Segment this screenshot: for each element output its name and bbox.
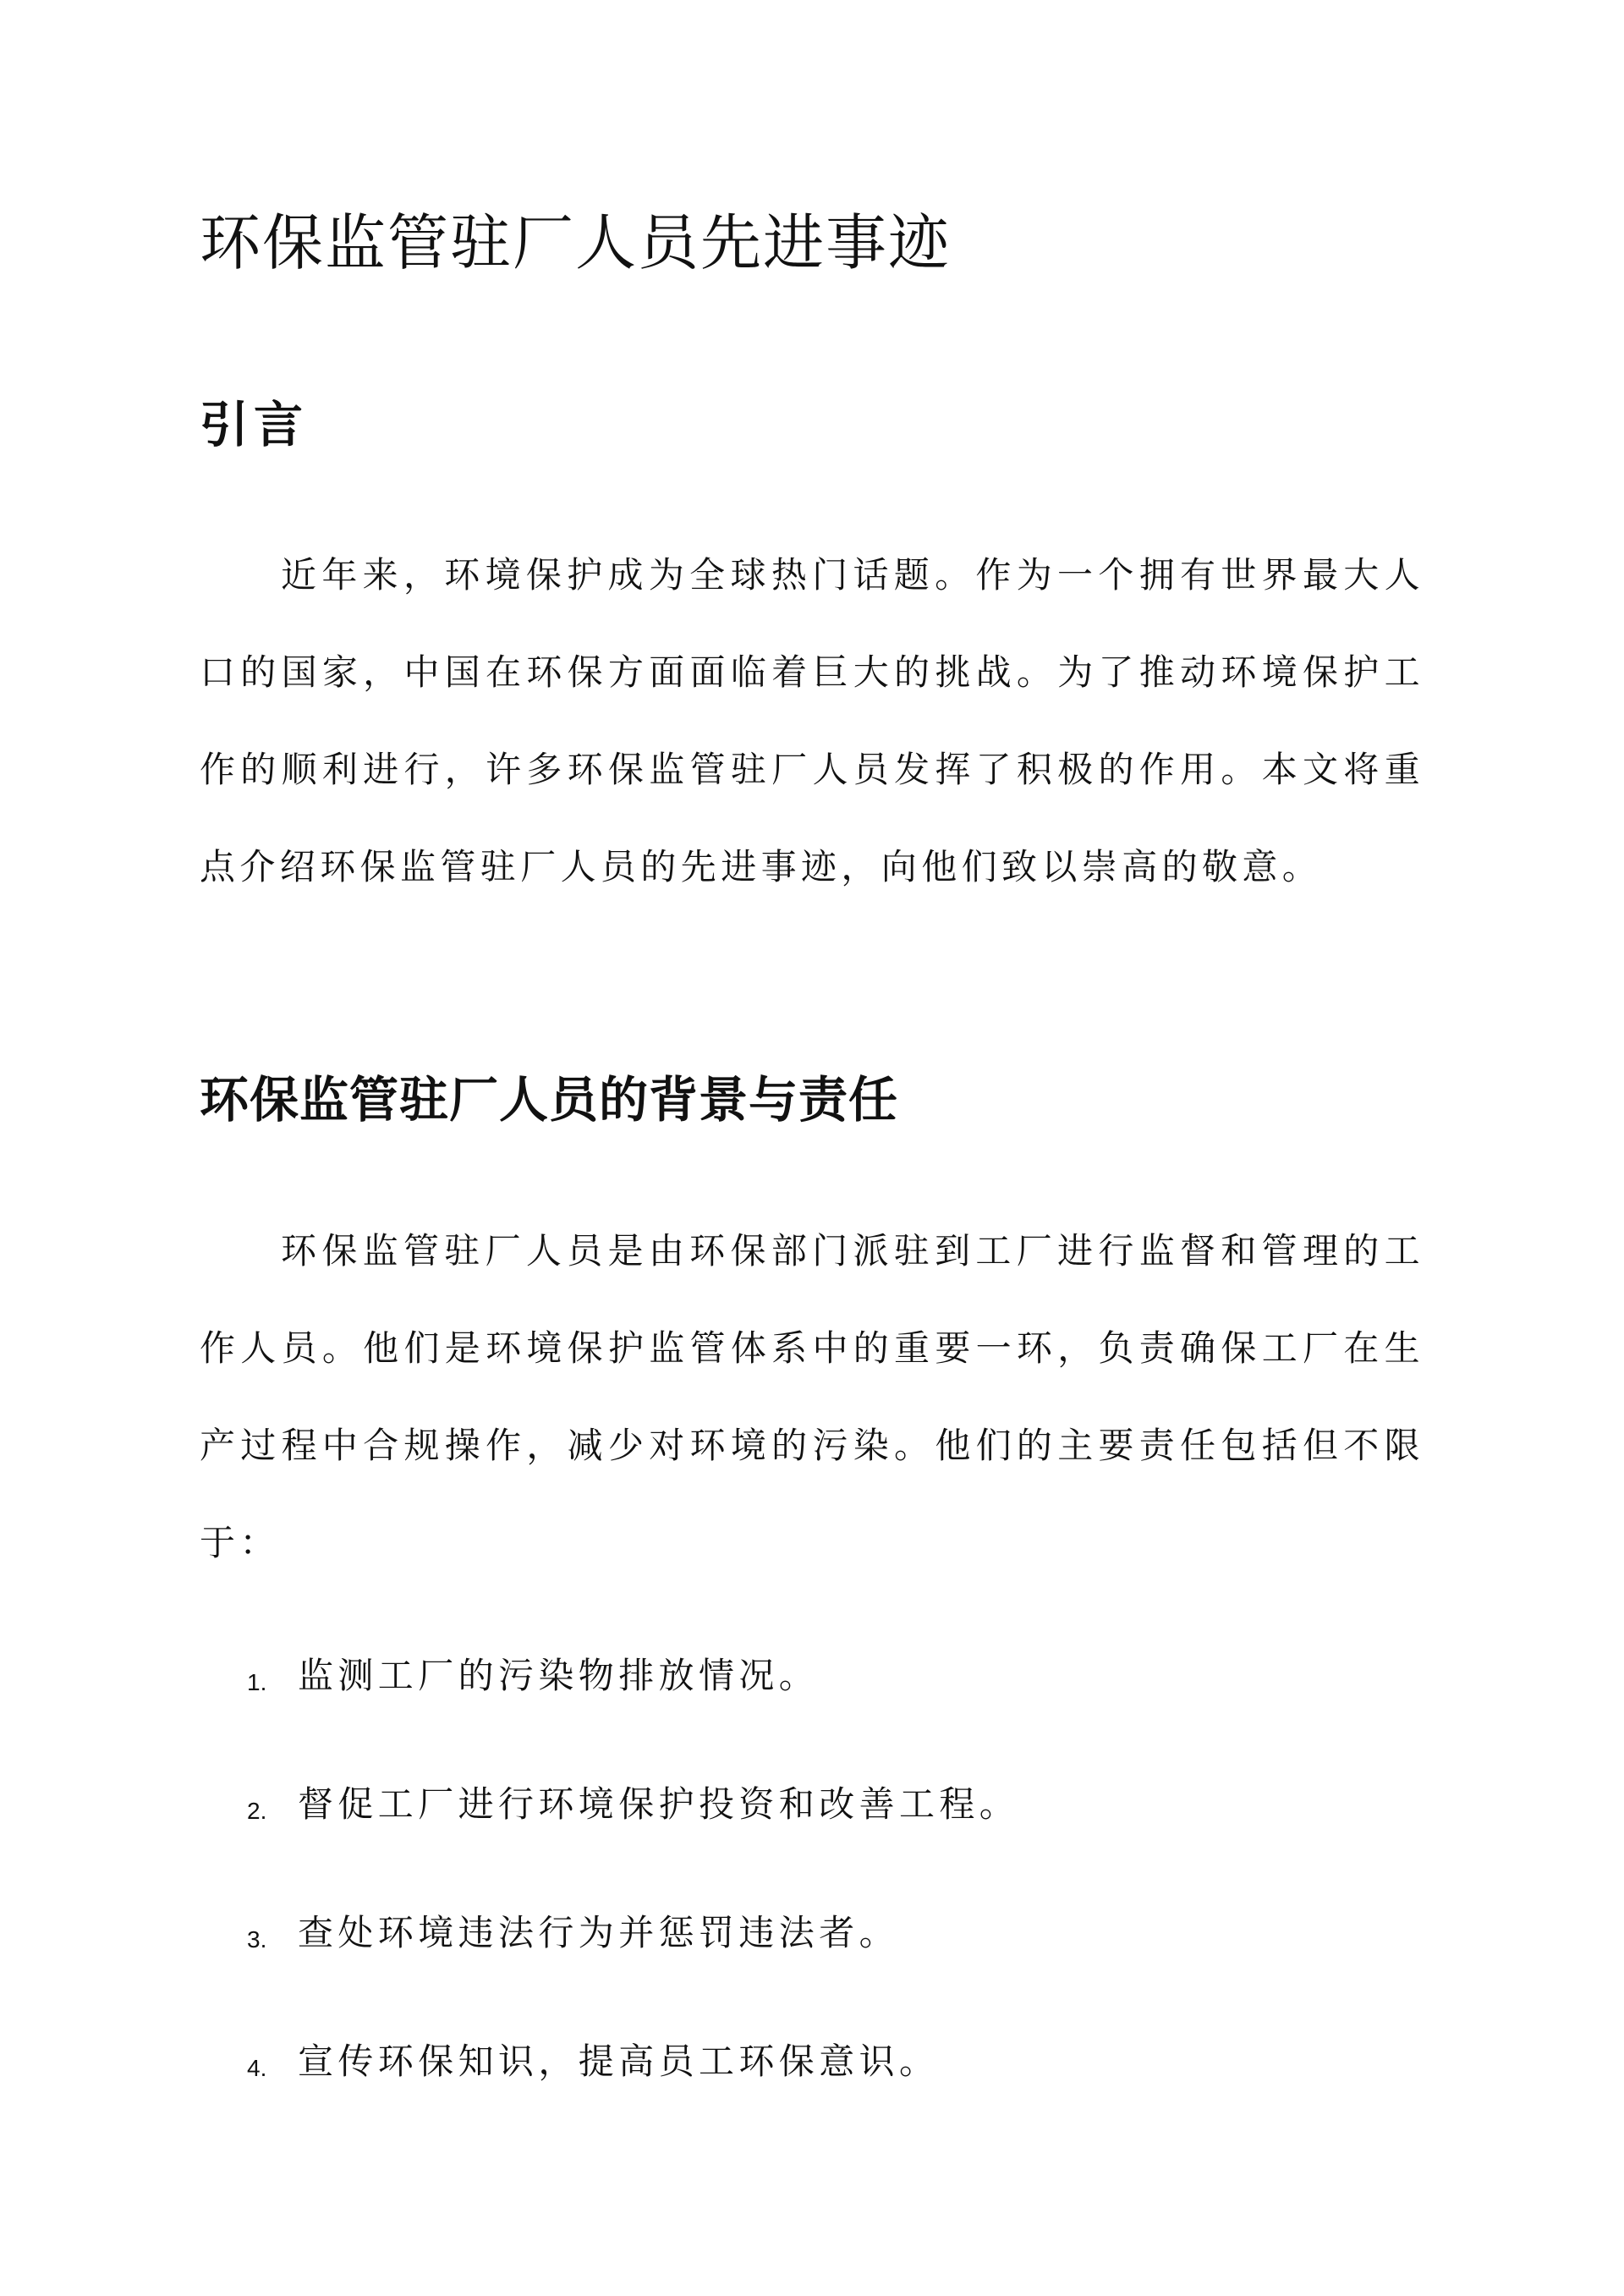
- list-item-text: 宣传环保知识，提高员工环保意识。: [298, 2041, 940, 2082]
- section-heading-background: 环保监管驻厂人员的背景与责任: [200, 1071, 899, 1129]
- intro-paragraph: 近年来，环境保护成为全球热门话题。作为一个拥有世界最大人口的国家，中国在环保方面面临着巨大的挑战。为了推动环境保护工作的顺利进行，许多环保监管驻厂人员发挥了积极的作用。本文将重点介绍环保监管驻厂人员的先进事迹，向他们致以崇高的敬意。: [200, 554, 1424, 887]
- list-item-number: 3.: [247, 1926, 267, 1953]
- document-title: 环保监管驻厂人员先进事迹: [200, 207, 952, 278]
- list-item-text: 查处环境违法行为并惩罚违法者。: [298, 1912, 900, 1953]
- responsibilities-list: [200, 1633, 1424, 2147]
- list-item: [200, 1890, 1424, 2019]
- list-item-number: 2.: [247, 1798, 267, 1824]
- list-item-text: 督促工厂进行环境保护投资和改善工程。: [298, 1783, 1020, 1825]
- section-heading-intro: 引言: [200, 396, 309, 453]
- list-item: [200, 1633, 1424, 1761]
- list-item-number: 1.: [247, 1669, 267, 1695]
- list-item-text: 监测工厂的污染物排放情况。: [298, 1655, 820, 1696]
- list-item: [200, 1761, 1424, 1890]
- list-item: [200, 2019, 1424, 2147]
- list-item-number: 4.: [247, 2055, 267, 2081]
- background-paragraph: 环保监管驻厂人员是由环保部门派驻到工厂进行监督和管理的工作人员。他们是环境保护监管体系中的重要一环，负责确保工厂在生产过程中合规操作，减少对环境的污染。他们的主要责任包括但不限于：: [200, 1230, 1424, 1563]
